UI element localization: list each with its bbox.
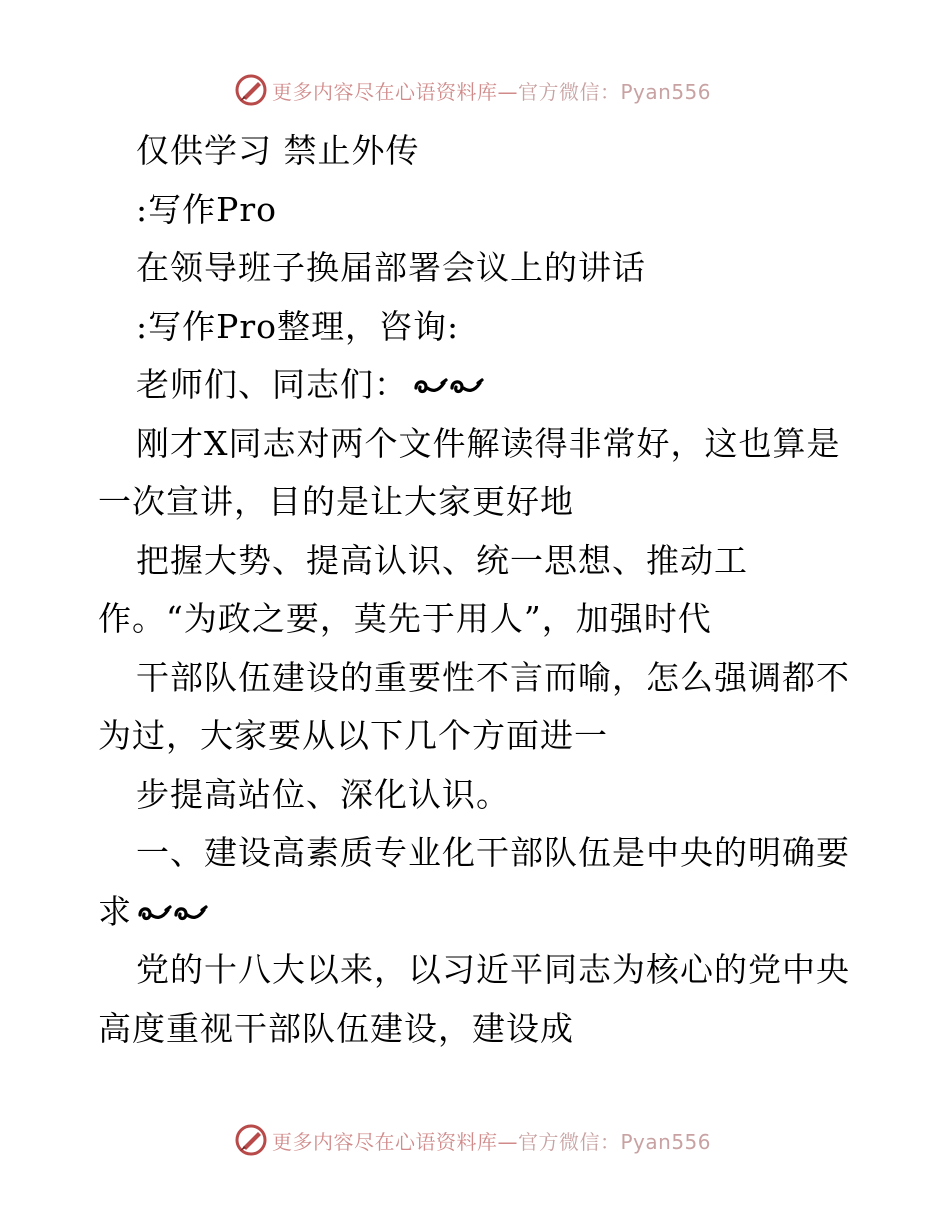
header-banner-wechat-id: Pyan556 [620, 79, 712, 104]
body-line-6: 刚才X同志对两个文件解读得非常好，这也算是 [136, 423, 841, 463]
section-heading-1-cont [98, 883, 858, 942]
quill-pen-circle-icon [234, 73, 268, 107]
footer-banner-main: 更多内容尽在心语资料库— [272, 1129, 518, 1154]
section-heading-1: 一、建设高素质专业化干部队伍是中央的明确要 [136, 833, 850, 872]
fleuron-swirl-icon [412, 374, 488, 400]
salutation-line [98, 356, 858, 415]
footer-banner-wechat-label: 官方微信： [518, 1129, 621, 1154]
body-line-12: 步提高站位、深化认识。 [136, 774, 510, 814]
header-banner [234, 72, 711, 108]
header-banner-main: 更多内容尽在心语资料库— [272, 79, 518, 104]
body-line-1: 仅供学习 禁止外传 [136, 131, 420, 170]
header-banner-text [272, 76, 711, 105]
header-banner-wechat-label: 官方微信： [518, 79, 621, 104]
body-line-8: 把握大势、提高认识、统一思想、推动工 [136, 540, 748, 580]
section-heading-1-cont-text: 求 [98, 891, 132, 931]
salutation-text: 老师们、同志们： [136, 365, 408, 404]
body-line-11: 为过，大家要从以下几个方面进一 [98, 716, 608, 755]
body-line-4: :写作Pro整理，咨询: [136, 306, 460, 346]
footer-banner [234, 1122, 711, 1158]
body-line-2: :写作Pro [136, 189, 277, 229]
footer-banner-text [272, 1126, 711, 1155]
body-line-10: 干部队伍建设的重要性不言而喻，怎么强调都不 [136, 657, 850, 697]
footer-banner-wechat-id: Pyan556 [620, 1129, 712, 1154]
fleuron-swirl-icon [136, 901, 212, 927]
document-body [98, 122, 858, 1058]
body-line-9: 作。“为政之要，莫先于用人”，加强时代 [98, 599, 712, 638]
quill-pen-circle-icon [234, 1123, 268, 1157]
body-line-15: 党的十八大以来，以习近平同志为核心的党中央 [136, 950, 850, 989]
speech-title: 在领导班子换届部署会议上的讲话 [136, 248, 646, 287]
body-line-16: 高度重视干部队伍建设，建设成 [98, 1008, 574, 1048]
body-line-7: 一次宣讲，目的是让大家更好地 [98, 482, 574, 521]
